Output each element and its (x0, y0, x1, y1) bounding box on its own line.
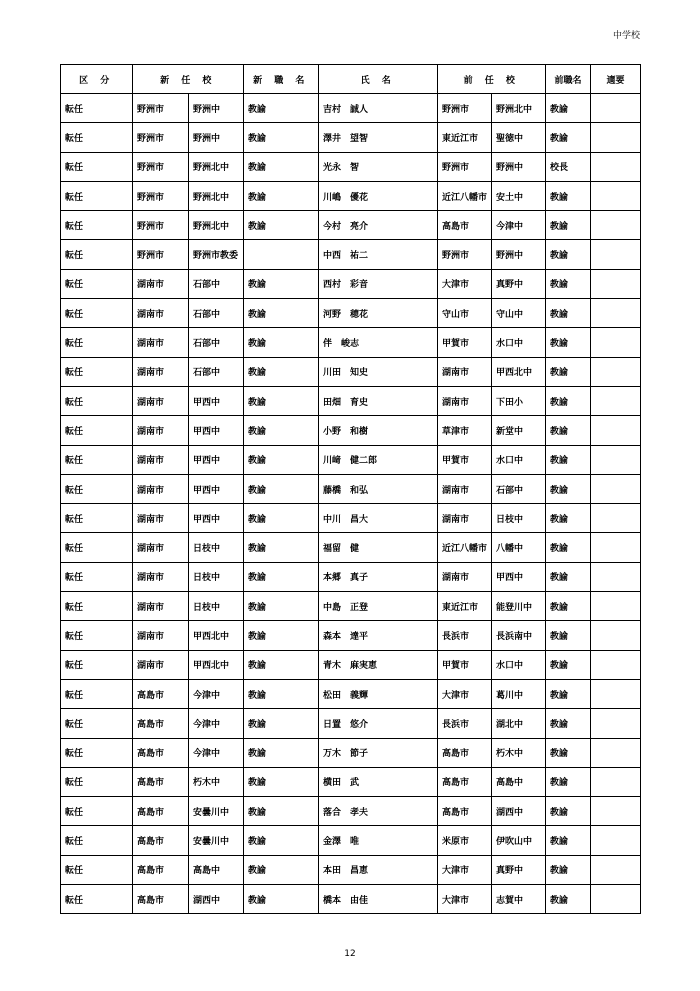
new-school-cell: 野洲中 (189, 123, 244, 152)
table-row (61, 94, 641, 123)
name-cell: 福留 健 (319, 533, 438, 562)
table-body (61, 94, 641, 914)
new-school-cell: 今津中 (189, 679, 244, 708)
table-row (61, 885, 641, 914)
prev-school-cell: 伊吹山中 (492, 826, 546, 855)
prev-city-cell: 東近江市 (438, 123, 492, 152)
new-title-cell: 教諭 (244, 621, 319, 650)
new-school-cell: 石部中 (189, 269, 244, 298)
prev-city-cell: 野洲市 (438, 94, 492, 123)
prev-school-cell: 甲西北中 (492, 357, 546, 386)
new-title-cell: 教諭 (244, 885, 319, 914)
kubun-cell: 転任 (61, 504, 133, 533)
new-school-cell: 野洲北中 (189, 211, 244, 240)
table-row (61, 269, 641, 298)
prev-school-cell: 朽木中 (492, 738, 546, 767)
new-school-cell: 甲西北中 (189, 650, 244, 679)
new-title-cell: 教諭 (244, 826, 319, 855)
new-school-cell: 甲西中 (189, 445, 244, 474)
table-row (61, 299, 641, 328)
prev-city-cell: 湖南市 (438, 386, 492, 415)
kubun-cell: 転任 (61, 621, 133, 650)
prev-school-cell: 新堂中 (492, 416, 546, 445)
name-cell: 田畑 育史 (319, 386, 438, 415)
new-city-cell: 高島市 (133, 826, 189, 855)
prev-title-cell: 教諭 (546, 621, 591, 650)
prev-school-cell: 安土中 (492, 181, 546, 210)
new-title-cell: 教諭 (244, 738, 319, 767)
prev-city-cell: 高島市 (438, 767, 492, 796)
kubun-cell: 転任 (61, 679, 133, 708)
table-row (61, 650, 641, 679)
prev-city-cell: 湖南市 (438, 474, 492, 503)
prev-title-cell: 教諭 (546, 885, 591, 914)
remarks-cell (591, 299, 641, 328)
prev-title-cell: 教諭 (546, 855, 591, 884)
kubun-cell: 転任 (61, 181, 133, 210)
prev-school-cell: 日枝中 (492, 504, 546, 533)
prev-school-cell: 湖北中 (492, 709, 546, 738)
prev-title-cell: 教諭 (546, 504, 591, 533)
prev-city-cell: 大津市 (438, 269, 492, 298)
prev-title-cell: 教諭 (546, 416, 591, 445)
new-city-cell: 湖南市 (133, 299, 189, 328)
prev-city-cell: 甲賀市 (438, 328, 492, 357)
name-cell: 小野 和樹 (319, 416, 438, 445)
header-row (61, 65, 641, 94)
new-school-cell: 朽木中 (189, 767, 244, 796)
new-city-cell: 高島市 (133, 679, 189, 708)
prev-title-cell: 教諭 (546, 474, 591, 503)
prev-city-cell: 湖南市 (438, 562, 492, 591)
remarks-cell (591, 650, 641, 679)
prev-title-cell: 教諭 (546, 445, 591, 474)
prev-school-cell: 八幡中 (492, 533, 546, 562)
new-title-cell: 教諭 (244, 328, 319, 357)
prev-school-cell: 下田小 (492, 386, 546, 415)
kubun-cell: 転任 (61, 797, 133, 826)
new-city-cell: 湖南市 (133, 621, 189, 650)
new-title-cell: 教諭 (244, 709, 319, 738)
new-school-cell: 石部中 (189, 328, 244, 357)
new-title-cell: 教諭 (244, 533, 319, 562)
remarks-cell (591, 679, 641, 708)
prev-city-cell: 甲賀市 (438, 445, 492, 474)
kubun-cell: 転任 (61, 152, 133, 181)
table-row (61, 152, 641, 181)
table-row (61, 474, 641, 503)
kubun-cell: 転任 (61, 445, 133, 474)
table-row (61, 826, 641, 855)
new-title-cell: 教諭 (244, 386, 319, 415)
new-city-cell: 湖南市 (133, 269, 189, 298)
remarks-cell (591, 738, 641, 767)
remarks-cell (591, 826, 641, 855)
new-city-cell: 野洲市 (133, 181, 189, 210)
name-cell: 橋本 由佳 (319, 885, 438, 914)
prev-city-cell: 近江八幡市 (438, 181, 492, 210)
remarks-cell (591, 357, 641, 386)
new-city-cell: 高島市 (133, 885, 189, 914)
prev-city-cell: 大津市 (438, 885, 492, 914)
new-title-cell: 教諭 (244, 152, 319, 181)
table-row (61, 416, 641, 445)
new-city-cell: 野洲市 (133, 152, 189, 181)
prev-school-cell: 水口中 (492, 328, 546, 357)
remarks-cell (591, 416, 641, 445)
prev-school-cell: 真野中 (492, 269, 546, 298)
new-title-cell: 教諭 (244, 474, 319, 503)
new-school-cell: 安曇川中 (189, 826, 244, 855)
remarks-cell (591, 152, 641, 181)
prev-school-cell: 高島中 (492, 767, 546, 796)
prev-city-cell: 長浜市 (438, 709, 492, 738)
new-title-cell: 教諭 (244, 299, 319, 328)
name-cell: 澤井 望智 (319, 123, 438, 152)
prev-city-cell: 米原市 (438, 826, 492, 855)
prev-title-cell: 教諭 (546, 826, 591, 855)
new-school-cell: 野洲北中 (189, 181, 244, 210)
new-school-cell: 安曇川中 (189, 797, 244, 826)
kubun-cell: 転任 (61, 357, 133, 386)
prev-school-cell: 甲西中 (492, 562, 546, 591)
new-title-cell (244, 240, 319, 269)
prev-school-cell: 野洲中 (492, 240, 546, 269)
prev-title-cell: 教諭 (546, 592, 591, 621)
remarks-cell (591, 592, 641, 621)
new-school-cell: 今津中 (189, 709, 244, 738)
prev-title-cell: 教諭 (546, 767, 591, 796)
remarks-cell (591, 94, 641, 123)
name-cell: 光永 智 (319, 152, 438, 181)
new-city-cell: 野洲市 (133, 123, 189, 152)
name-cell: 松田 義輝 (319, 679, 438, 708)
new-city-cell: 湖南市 (133, 386, 189, 415)
table-row (61, 211, 641, 240)
new-school-cell: 石部中 (189, 299, 244, 328)
prev-title-cell: 教諭 (546, 94, 591, 123)
prev-city-cell: 長浜市 (438, 621, 492, 650)
remarks-cell (591, 709, 641, 738)
name-cell: 伴 峻志 (319, 328, 438, 357)
table-row (61, 738, 641, 767)
name-cell: 今村 亮介 (319, 211, 438, 240)
new-title-cell: 教諭 (244, 416, 319, 445)
prev-title-cell: 教諭 (546, 269, 591, 298)
table-row (61, 445, 641, 474)
prev-city-cell: 草津市 (438, 416, 492, 445)
kubun-cell: 転任 (61, 855, 133, 884)
new-title-cell: 教諭 (244, 504, 319, 533)
kubun-cell: 転任 (61, 650, 133, 679)
kubun-cell: 転任 (61, 269, 133, 298)
prev-school-cell: 葛川中 (492, 679, 546, 708)
kubun-cell: 転任 (61, 123, 133, 152)
new-title-cell: 教諭 (244, 181, 319, 210)
new-school-cell: 甲西中 (189, 386, 244, 415)
prev-title-cell: 教諭 (546, 709, 591, 738)
new-city-cell: 高島市 (133, 797, 189, 826)
kubun-cell: 転任 (61, 709, 133, 738)
new-city-cell: 高島市 (133, 855, 189, 884)
table-row (61, 123, 641, 152)
new-school-cell: 今津中 (189, 738, 244, 767)
remarks-cell (591, 621, 641, 650)
prev-title-cell: 教諭 (546, 357, 591, 386)
prev-title-cell: 教諭 (546, 299, 591, 328)
prev-city-cell: 湖南市 (438, 504, 492, 533)
name-cell: 本田 昌恵 (319, 855, 438, 884)
new-school-cell: 湖西中 (189, 885, 244, 914)
new-title-cell: 教諭 (244, 767, 319, 796)
prev-school-cell: 石部中 (492, 474, 546, 503)
table-row (61, 592, 641, 621)
page-number: 12 (344, 949, 356, 959)
new-title-cell: 教諭 (244, 679, 319, 708)
new-school-cell: 野洲北中 (189, 152, 244, 181)
prev-school-cell: 志賀中 (492, 885, 546, 914)
new-city-cell: 野洲市 (133, 240, 189, 269)
remarks-cell (591, 240, 641, 269)
name-cell: 西村 彩音 (319, 269, 438, 298)
prev-title-cell: 教諭 (546, 650, 591, 679)
prev-city-cell: 高島市 (438, 738, 492, 767)
new-title-cell: 教諭 (244, 650, 319, 679)
remarks-cell (591, 767, 641, 796)
remarks-cell (591, 328, 641, 357)
name-cell: 川﨑 健二郎 (319, 445, 438, 474)
prev-city-cell: 湖南市 (438, 357, 492, 386)
name-cell: 藤橋 和弘 (319, 474, 438, 503)
name-cell: 中島 正登 (319, 592, 438, 621)
new-title-cell: 教諭 (244, 592, 319, 621)
kubun-cell: 転任 (61, 416, 133, 445)
prev-title-cell: 教諭 (546, 533, 591, 562)
prev-city-cell: 高島市 (438, 211, 492, 240)
new-city-cell: 高島市 (133, 738, 189, 767)
name-cell: 青木 麻実恵 (319, 650, 438, 679)
remarks-cell (591, 269, 641, 298)
kubun-cell: 転任 (61, 885, 133, 914)
prev-school-cell: 能登川中 (492, 592, 546, 621)
new-title-cell: 教諭 (244, 562, 319, 591)
prev-school-cell: 聖徳中 (492, 123, 546, 152)
prev-city-cell: 近江八幡市 (438, 533, 492, 562)
header-new-title: 新 職 名 (244, 65, 319, 94)
new-title-cell: 教諭 (244, 211, 319, 240)
new-city-cell: 湖南市 (133, 650, 189, 679)
prev-title-cell: 教諭 (546, 386, 591, 415)
prev-city-cell: 大津市 (438, 855, 492, 884)
new-city-cell: 湖南市 (133, 474, 189, 503)
name-cell: 川嶋 優花 (319, 181, 438, 210)
name-cell: 本郷 真子 (319, 562, 438, 591)
prev-school-cell: 守山中 (492, 299, 546, 328)
new-school-cell: 日枝中 (189, 533, 244, 562)
remarks-cell (591, 797, 641, 826)
prev-title-cell: 教諭 (546, 181, 591, 210)
remarks-cell (591, 504, 641, 533)
name-cell: 落合 孝夫 (319, 797, 438, 826)
table-row (61, 357, 641, 386)
remarks-cell (591, 445, 641, 474)
prev-city-cell: 東近江市 (438, 592, 492, 621)
remarks-cell (591, 885, 641, 914)
table-row (61, 621, 641, 650)
prev-title-cell: 教諭 (546, 328, 591, 357)
new-city-cell: 湖南市 (133, 592, 189, 621)
prev-city-cell: 甲賀市 (438, 650, 492, 679)
table-row (61, 240, 641, 269)
new-title-cell: 教諭 (244, 269, 319, 298)
prev-school-cell: 真野中 (492, 855, 546, 884)
table-row (61, 855, 641, 884)
prev-school-cell: 長浜南中 (492, 621, 546, 650)
remarks-cell (591, 386, 641, 415)
kubun-cell: 転任 (61, 474, 133, 503)
remarks-cell (591, 123, 641, 152)
prev-school-cell: 湖西中 (492, 797, 546, 826)
header-prev-title: 前職名 (546, 65, 591, 94)
prev-title-cell: 校長 (546, 152, 591, 181)
new-school-cell: 野洲市教委 (189, 240, 244, 269)
name-cell: 横田 武 (319, 767, 438, 796)
new-school-cell: 甲西中 (189, 474, 244, 503)
table-row (61, 504, 641, 533)
prev-school-cell: 野洲中 (492, 152, 546, 181)
table-row (61, 181, 641, 210)
header-kubun: 区 分 (61, 65, 133, 94)
new-school-cell: 石部中 (189, 357, 244, 386)
prev-school-cell: 今津中 (492, 211, 546, 240)
kubun-cell: 転任 (61, 94, 133, 123)
new-school-cell: 野洲中 (189, 94, 244, 123)
new-title-cell: 教諭 (244, 357, 319, 386)
name-cell: 中西 祐二 (319, 240, 438, 269)
new-title-cell: 教諭 (244, 797, 319, 826)
new-school-cell: 甲西北中 (189, 621, 244, 650)
new-school-cell: 甲西中 (189, 416, 244, 445)
name-cell: 中川 昌大 (319, 504, 438, 533)
name-cell: 川田 知史 (319, 357, 438, 386)
new-city-cell: 湖南市 (133, 562, 189, 591)
prev-city-cell: 野洲市 (438, 240, 492, 269)
table-row (61, 562, 641, 591)
new-school-cell: 高島中 (189, 855, 244, 884)
remarks-cell (591, 211, 641, 240)
new-city-cell: 湖南市 (133, 416, 189, 445)
remarks-cell (591, 474, 641, 503)
kubun-cell: 転任 (61, 386, 133, 415)
new-school-cell: 日枝中 (189, 562, 244, 591)
prev-title-cell: 教諭 (546, 211, 591, 240)
header-prev-school: 前 任 校 (438, 65, 546, 94)
new-city-cell: 湖南市 (133, 357, 189, 386)
table-row (61, 709, 641, 738)
table-row (61, 328, 641, 357)
new-city-cell: 湖南市 (133, 328, 189, 357)
prev-title-cell: 教諭 (546, 562, 591, 591)
name-cell: 金澤 唯 (319, 826, 438, 855)
table-row (61, 767, 641, 796)
new-title-cell: 教諭 (244, 123, 319, 152)
kubun-cell: 転任 (61, 592, 133, 621)
prev-school-cell: 野洲北中 (492, 94, 546, 123)
name-cell: 吉村 誠人 (319, 94, 438, 123)
name-cell: 万木 節子 (319, 738, 438, 767)
prev-title-cell: 教諭 (546, 738, 591, 767)
new-city-cell: 高島市 (133, 767, 189, 796)
kubun-cell: 転任 (61, 533, 133, 562)
new-city-cell: 湖南市 (133, 504, 189, 533)
new-city-cell: 湖南市 (133, 445, 189, 474)
kubun-cell: 転任 (61, 826, 133, 855)
remarks-cell (591, 181, 641, 210)
name-cell: 河野 穂花 (319, 299, 438, 328)
prev-school-cell: 水口中 (492, 445, 546, 474)
header-new-school: 新 任 校 (133, 65, 244, 94)
table-row (61, 386, 641, 415)
new-city-cell: 野洲市 (133, 94, 189, 123)
kubun-cell: 転任 (61, 211, 133, 240)
prev-city-cell: 高島市 (438, 797, 492, 826)
new-school-cell: 甲西中 (189, 504, 244, 533)
new-title-cell: 教諭 (244, 445, 319, 474)
new-city-cell: 野洲市 (133, 211, 189, 240)
remarks-cell (591, 533, 641, 562)
remarks-cell (591, 855, 641, 884)
kubun-cell: 転任 (61, 328, 133, 357)
new-school-cell: 日枝中 (189, 592, 244, 621)
prev-school-cell: 水口中 (492, 650, 546, 679)
prev-city-cell: 野洲市 (438, 152, 492, 181)
new-title-cell: 教諭 (244, 94, 319, 123)
prev-title-cell: 教諭 (546, 797, 591, 826)
prev-city-cell: 守山市 (438, 299, 492, 328)
prev-city-cell: 大津市 (438, 679, 492, 708)
prev-title-cell: 教諭 (546, 679, 591, 708)
new-city-cell: 高島市 (133, 709, 189, 738)
kubun-cell: 転任 (61, 767, 133, 796)
table-row (61, 679, 641, 708)
kubun-cell: 転任 (61, 562, 133, 591)
personnel-table (60, 64, 641, 914)
table-row (61, 533, 641, 562)
new-city-cell: 湖南市 (133, 533, 189, 562)
header-name: 氏 名 (319, 65, 438, 94)
table-row (61, 797, 641, 826)
kubun-cell: 転任 (61, 240, 133, 269)
name-cell: 森本 達平 (319, 621, 438, 650)
section-label: 中学校 (612, 31, 640, 41)
prev-title-cell: 教諭 (546, 240, 591, 269)
prev-title-cell: 教諭 (546, 123, 591, 152)
kubun-cell: 転任 (61, 738, 133, 767)
kubun-cell: 転任 (61, 299, 133, 328)
new-title-cell: 教諭 (244, 855, 319, 884)
name-cell: 日置 悠介 (319, 709, 438, 738)
remarks-cell (591, 562, 641, 591)
header-remarks: 適要 (591, 65, 641, 94)
